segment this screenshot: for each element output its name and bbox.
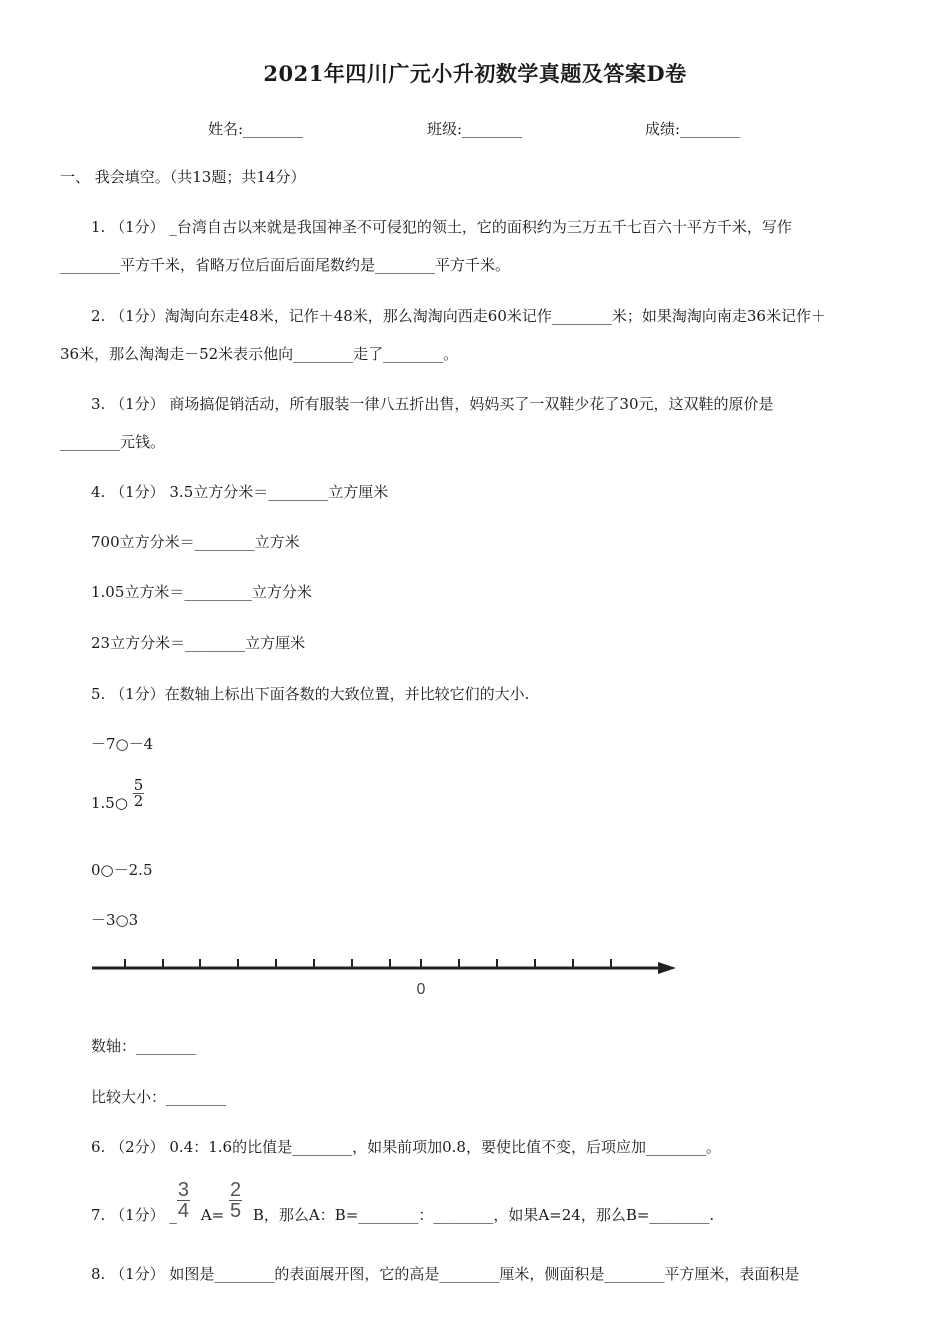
fraction-five-halves [133, 778, 145, 809]
number-line [88, 950, 688, 1000]
score-field: 成绩:________ [645, 120, 741, 138]
name-field: 姓名:________ [208, 120, 304, 138]
section-heading: 一、 我会填空。（共13题；共14分） [60, 168, 306, 186]
number-line-zero-label: 0 [416, 981, 426, 998]
q3-line1: 3. （1分） 商场搞促销活动，所有服装一律八五折出售，妈妈买了一双鞋少花了30元，这双鞋的原价是 [91, 395, 774, 413]
q5-compare-2 [91, 778, 144, 812]
fraction-denominator: 4 [177, 1200, 190, 1222]
q5-compare-3: 0○－2.5 [91, 861, 153, 879]
q4-line4: 23立方分米＝________立方厘米 [91, 634, 306, 652]
q2-line2: 36米，那么淘淘走－52米表示他向________走了________。 [60, 345, 459, 363]
fraction-denominator: 2 [133, 792, 144, 810]
q5-compare-2-prefix: 1.5○ [91, 794, 128, 812]
q5-line1: 5. （1分）在数轴上标出下面各数的大致位置，并比较它们的大小. [91, 685, 530, 703]
q3-line2: ________元钱。 [60, 433, 166, 451]
q1-line2: ________平方千米，省略万位后面后面尾数约是________平方千米。 [60, 256, 511, 274]
q6-line1: 6. （2分） 0.4：1.6的比值是________，如果前项加0.8，要使比值不变，后项应加________。 [91, 1138, 721, 1156]
q7-mid: A= [200, 1206, 225, 1224]
fraction-numerator: 5 [133, 776, 144, 794]
fraction-numerator: 2 [230, 1179, 242, 1201]
q4-line1: 4. （1分） 3.5立方分米＝________立方厘米 [91, 483, 389, 501]
q7-prefix: 7. （1分） _ [91, 1206, 177, 1224]
q5-compare-answer: 比较大小：________ [91, 1088, 227, 1106]
fraction-numerator: 3 [177, 1179, 190, 1201]
q5-axis-answer: 数轴：________ [91, 1037, 197, 1055]
page-title: 2021年四川广元小升初数学真题及答案D卷 [263, 61, 687, 86]
q7-line1 [91, 1180, 714, 1225]
q8-line1: 8. （1分） 如图是________的表面展开图，它的高是________厘米，侧面积是________平方厘米，表面积是 [91, 1265, 800, 1283]
q2-line1: 2. （1分）淘淘向东走48米，记作＋48米，那么淘淘向西走60米记作________米；如果淘淘向南走36米记作＋ [91, 307, 826, 325]
fraction-three-quarters [177, 1180, 190, 1221]
q5-compare-4: －3○3 [91, 911, 139, 929]
class-field: 班级:________ [427, 120, 523, 138]
q4-line3: 1.05立方米＝_________立方分米 [91, 583, 312, 601]
q1-line1: 1. （1分） _台湾自古以来就是我国神圣不可侵犯的领土，它的面积约为三万五千七百六十平方千米，写作 [91, 218, 792, 236]
q4-line2: 700立方分米＝________立方米 [91, 533, 300, 551]
fraction-denominator: 5 [230, 1200, 242, 1222]
q7-suffix: B，那么A：B=________：________，如果A=24，那么B=________. [252, 1206, 715, 1224]
number-line-arrow [658, 962, 676, 974]
fraction-two-fifths [229, 1180, 242, 1221]
q5-compare-1: －7○－4 [91, 735, 154, 753]
